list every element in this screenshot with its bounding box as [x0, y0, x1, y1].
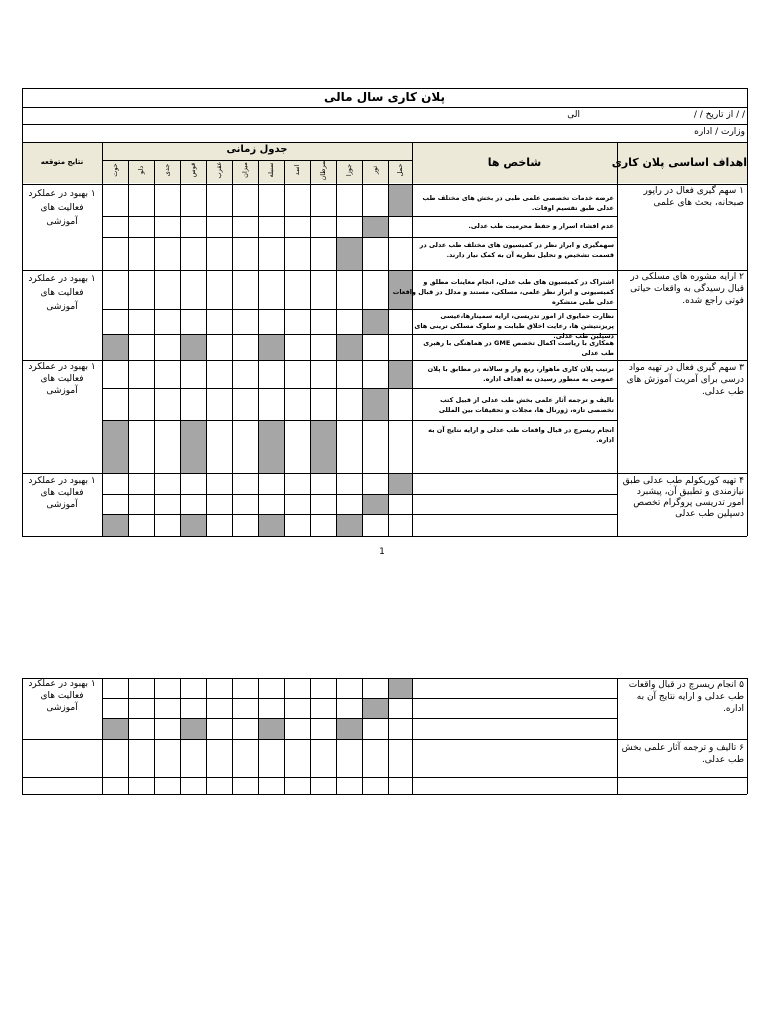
- page-number: 1: [379, 547, 385, 557]
- timeline-filled-cell: [259, 719, 284, 739]
- timeline-filled-cell: [181, 719, 206, 739]
- timeline-filled-cell: [389, 679, 412, 698]
- timeline-filled-cell: [337, 719, 362, 739]
- date-from-line: / / از تاریخ / /: [693, 110, 745, 120]
- header-result: نتایج متوقعه: [40, 158, 84, 166]
- grid-line: [232, 678, 233, 794]
- grid-line: [22, 124, 747, 125]
- document-title: پلان کاری سال مالی: [323, 90, 446, 104]
- grid-line: [102, 678, 103, 794]
- timeline-filled-cell: [363, 699, 388, 718]
- timeline-filled-cell: [181, 515, 206, 536]
- grid-line: [180, 160, 181, 536]
- month-label-6: سنبله: [267, 162, 275, 178]
- timeline-filled-cell: [311, 421, 336, 473]
- timeline-filled-cell: [337, 238, 362, 270]
- timeline-filled-cell: [389, 474, 412, 494]
- objective-1: ۱ سهم گیری فعال در راپور صبحانه، بحث های علمی: [643, 186, 744, 208]
- indicator-2-3: همکاری با ریاست اکمال تخصص GME در هماهنگی با رهبری طب عدلی: [423, 339, 614, 357]
- timeline-filled-cell: [181, 421, 206, 473]
- grid-line: [388, 678, 389, 794]
- result-3: ۱ بهبود در عملکرد فعالیت های آموزشی: [28, 362, 96, 396]
- grid-line: [284, 160, 285, 536]
- timeline-filled-cell: [103, 515, 128, 536]
- timeline-filled-cell: [181, 335, 206, 360]
- grid-line: [22, 777, 747, 778]
- grid-line: [310, 160, 311, 536]
- grid-line: [206, 160, 207, 536]
- grid-line: [617, 142, 618, 536]
- month-label-12: حوت: [111, 163, 119, 177]
- month-label-10: جدی: [163, 163, 171, 177]
- grid-line: [336, 160, 337, 536]
- result-5: ۱ بهبود در عملکرد فعالیت های آموزشی: [28, 679, 96, 713]
- timeline-filled-cell: [337, 335, 362, 360]
- header-timeline: جدول زمانی: [226, 144, 288, 155]
- grid-line: [310, 678, 311, 794]
- grid-line: [128, 678, 129, 794]
- objective-6: ۶ تالیف و ترجمه آثار علمی بخش طب عدلی.: [621, 743, 744, 765]
- timeline-filled-cell: [363, 310, 388, 334]
- grid-line: [388, 160, 389, 536]
- grid-line: [412, 142, 413, 536]
- objective-4: ۴ تهیه کوریکولم طب عدلی طبق نیازمندی و تطبیق آن، پیشبرد امور تدریسی پروگرام تخصص دسپلین طب عدلی: [622, 476, 744, 519]
- grid-line: [206, 678, 207, 794]
- grid-line: [617, 678, 618, 794]
- ministry-label: وزارت / اداره: [694, 127, 745, 137]
- grid-line: [284, 678, 285, 794]
- timeline-filled-cell: [259, 335, 284, 360]
- grid-line: [102, 142, 103, 536]
- grid-line: [154, 160, 155, 536]
- indicator-1-1: عرضه خدمات تخصصی علمی طبی در بخش های مختلف طب عدلی طبق تقسیم اوقات.: [422, 194, 614, 212]
- grid-line: [22, 107, 747, 108]
- timeline-filled-cell: [363, 217, 388, 237]
- timeline-header-divider: [102, 160, 412, 161]
- grid-line: [22, 739, 747, 740]
- grid-line: [258, 678, 259, 794]
- month-label-5: اسد: [293, 164, 301, 176]
- timeline-filled-cell: [389, 185, 412, 216]
- month-label-4: سرطان: [319, 159, 327, 181]
- indicator-3-3: انجام ریسرچ در قبال واقعات طب عدلی و ارایه نتایج آن به اداره.: [428, 426, 614, 444]
- month-label-8: عقرب: [215, 161, 223, 179]
- grid-line: [336, 678, 337, 794]
- grid-line: [154, 678, 155, 794]
- header-indicators: شاخص ها: [487, 156, 542, 169]
- timeline-filled-cell: [259, 515, 284, 536]
- result-2: ۱ بهبود در عملکرد فعالیت های آموزشی: [28, 274, 96, 312]
- month-label-9: قوس: [189, 162, 197, 178]
- indicator-1-2: عدم افشاء اسرار و حفظ محرمیت طب عدلی.: [468, 222, 614, 230]
- indicator-3-1: ترتیب پلان کاری ماهوار، ربع وار و سالانه در مطابق با پلان عمومی به منظور رسیدن به اهداف اداره.: [427, 365, 614, 383]
- indicator-2-1: اشتراک در کمیسیون های طب عدلی، انجام معاینات مطلق و کمیسیونی و ابراز نظر علمی، مسلکی، مستند و مدلل در قبال واقعات عدلی طبی متشکره: [392, 278, 614, 306]
- timeline-filled-cell: [103, 421, 128, 473]
- timeline-filled-cell: [103, 719, 128, 739]
- month-label-1: حمل: [396, 163, 404, 177]
- grid-line: [362, 678, 363, 794]
- month-label-11: دلو: [137, 165, 145, 175]
- header-objectives: اهداف اساسی پلان کاری: [611, 156, 747, 169]
- grid-line: [180, 678, 181, 794]
- table-border-right: [747, 88, 748, 536]
- timeline-filled-cell: [259, 421, 284, 473]
- page2-border-bottom: [22, 794, 747, 795]
- table-border-bottom: [22, 536, 747, 537]
- page2-border-top: [22, 678, 747, 679]
- timeline-filled-cell: [103, 335, 128, 360]
- grid-line: [258, 160, 259, 536]
- table-border-left: [22, 88, 23, 536]
- grid-line: [362, 160, 363, 536]
- grid-line: [232, 160, 233, 536]
- indicator-3-2: تالیف و ترجمه آثار علمی بخش طب عدلی از قبیل کتب تخصصی تازه، ژورنال ها، مجلات و تحقیقات بین المللی: [438, 396, 614, 414]
- date-to-label: الی: [567, 110, 580, 120]
- timeline-filled-cell: [389, 361, 412, 388]
- grid-line: [22, 678, 23, 794]
- grid-line: [412, 678, 413, 794]
- grid-line: [22, 142, 747, 143]
- timeline-filled-cell: [363, 389, 388, 420]
- objective-3: ۳ سهم گیری فعال در تهیه مواد درسی برای آمریت آموزش های طب عدلی.: [626, 363, 744, 397]
- objective-5: ۵ انجام ریسرچ در قبال واقعات طب عدلی و ارایه نتایج آن به اداره.: [628, 680, 744, 714]
- indicator-2-2: نظارت حمایوی از امور تدریسی، ارایه سمینارها،عیسی پریزنتیشن ها، رعایت اخلاق طبابت و سلوک مسلکی ترینی های دسپلین طب عدلی.: [414, 312, 614, 340]
- grid-line: [747, 678, 748, 794]
- month-label-2: ثور: [371, 165, 379, 175]
- table-border-top: [22, 88, 747, 89]
- result-4: ۱ بهبود در عملکرد فعالیت های آموزشی: [28, 476, 96, 510]
- result-1: ۱ بهبود در عملکرد فعالیت های آموزشی: [28, 189, 96, 227]
- month-label-7: میزان: [241, 162, 249, 178]
- grid-line: [128, 160, 129, 536]
- timeline-filled-cell: [337, 515, 362, 536]
- indicator-1-3: سهمگیری و ابراز نظر در کمیسیون های مختلف طب عدلی در قسمت تشخیص و تحلیل نظریه آن به کمک نیاز دارند.: [419, 241, 614, 259]
- objective-2: ۲ ارایه مشوره های مسلکی در قبال رسیدگی به واقعات حیاتی فوتی راجع شده.: [630, 272, 744, 306]
- month-label-3: جوزا: [345, 163, 353, 177]
- timeline-filled-cell: [363, 495, 388, 514]
